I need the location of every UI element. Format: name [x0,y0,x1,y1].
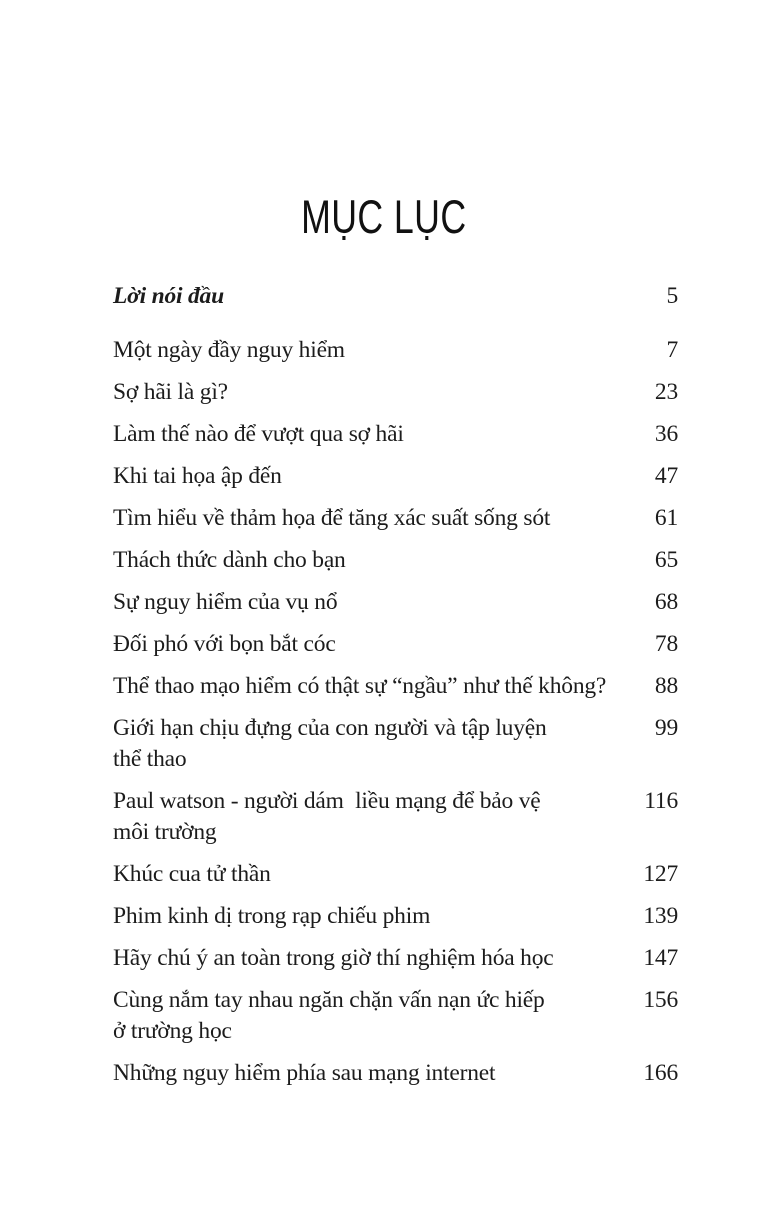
title-area [0,0,768,243]
toc-entry [113,281,678,312]
toc-entry-page-number: 99 [654,715,678,741]
toc-entry [113,461,678,492]
toc-entry-label: Đối phó với bọn bắt cóc [113,631,336,657]
toc-entry-page-number: 36 [654,421,678,447]
toc-entry-page-number: 78 [654,631,678,657]
toc-entry-page-number: 116 [644,788,678,814]
toc-entry-page-number: 7 [666,337,678,363]
toc-entry [113,377,678,408]
toc-entry-page-number: 47 [654,463,678,489]
toc-entry-page-number: 65 [654,547,678,573]
toc-entry-page-number: 139 [643,903,678,929]
toc-entry [113,901,678,932]
toc-entry-label: Thể thao mạo hiểm có thật sự “ngầu” như thế không? [113,673,607,699]
toc-entry [113,859,678,890]
toc-entry-label: Khi tai họa ập đến [113,463,282,489]
toc-entry-label: Những nguy hiểm phía sau mạng internet [113,1060,496,1086]
toc-entry-label: Cùng nắm tay nhau ngăn chặn vấn nạn ức hiếp ở trường học [113,987,545,1044]
toc-entry-page-number: 68 [654,589,678,615]
toc-entry-page-number: 147 [643,945,678,971]
toc-list [113,281,678,1089]
toc-entry-page-number: 166 [643,1060,678,1086]
toc-entry [113,419,678,450]
toc-entry [113,335,678,366]
toc-entry-page-number: 88 [654,673,678,699]
toc-entry [113,503,678,534]
toc-entry-label: Tìm hiểu về thảm họa để tăng xác suất sống sót [113,505,551,531]
toc-entry [113,713,678,775]
toc-entry-label: Phim kinh dị trong rạp chiếu phim [113,903,431,929]
toc-entry-label: Làm thế nào để vượt qua sợ hãi [113,421,404,447]
toc-entry-page-number: 23 [654,379,678,405]
page-title: MỤC LỤC [301,190,467,243]
toc-entry [113,985,678,1047]
toc-entry-page-number: 127 [643,861,678,887]
toc-entry-page-number: 156 [643,987,678,1013]
toc-entry [113,545,678,576]
toc-entry [113,587,678,618]
toc-entry-label: Giới hạn chịu đựng của con người và tập luyện thể thao [113,715,547,772]
toc-entry-label: Khúc cua tử thần [113,861,271,887]
toc-entry-page-number: 61 [654,505,678,531]
toc-entry-label: Hãy chú ý an toàn trong giờ thí nghiệm hóa học [113,945,554,971]
toc-entry [113,786,678,848]
toc-entry-label: Lời nói đầu [113,283,224,309]
toc-entry [113,671,678,702]
toc-entry-label: Một ngày đầy nguy hiểm [113,337,345,363]
toc-entry [113,943,678,974]
toc-entry [113,1058,678,1089]
toc-entry-label: Paul watson - người dám liều mạng để bảo vệ môi trường [113,788,541,845]
toc-entry-label: Thách thức dành cho bạn [113,547,346,573]
toc-entry-label: Sợ hãi là gì? [113,379,228,405]
toc-entry [113,629,678,660]
toc-entry-label: Sự nguy hiểm của vụ nổ [113,589,338,615]
toc-entry-page-number: 5 [666,283,678,309]
